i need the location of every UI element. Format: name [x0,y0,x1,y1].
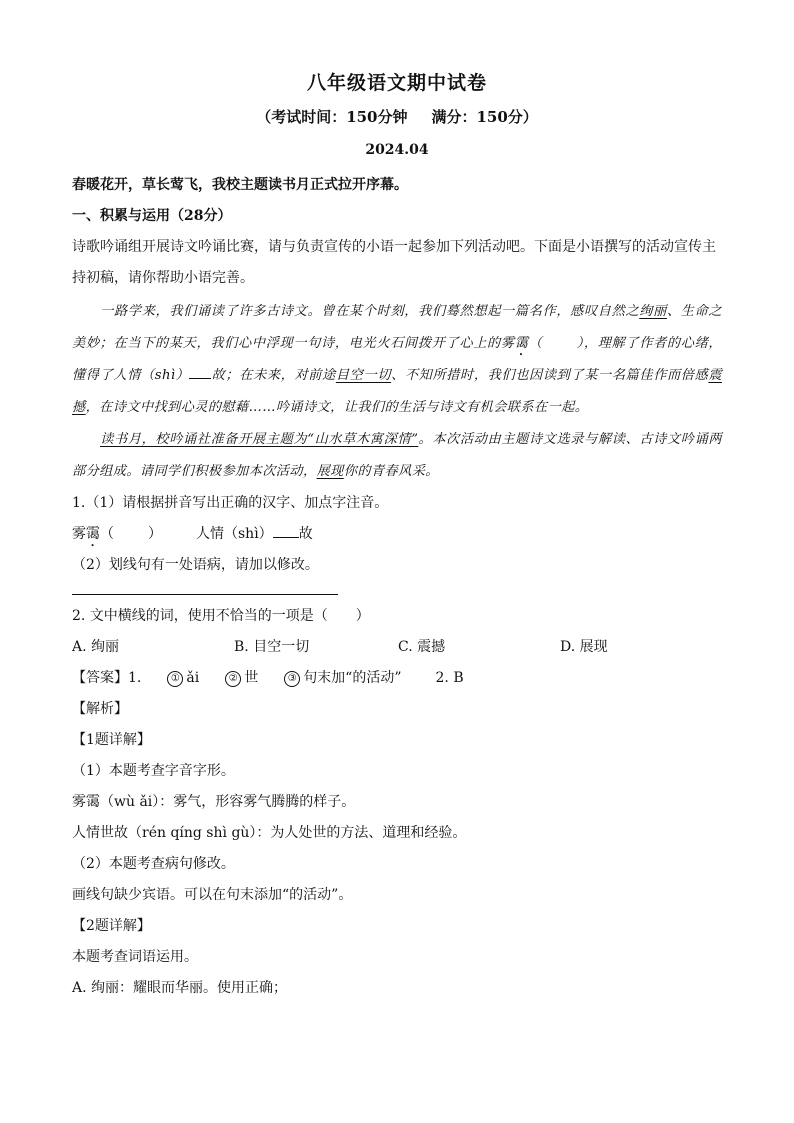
underlined-word-2: 目空一切 [335,368,392,383]
question-2-options [72,632,722,663]
analysis-q1-head: 【1题详解】 [72,732,151,748]
option-b: B. 目空一切 [234,639,310,655]
underlined-word-4: 展现 [316,464,344,479]
section-heading: 一、积累与运用（28分） [72,208,232,224]
reading-passage [72,296,722,488]
underlined-word-3: 震撼 [72,368,722,415]
analysis-line-6: 本题考查词语运用。 [72,949,198,965]
exam-title: 八年级语文期中试卷 [306,72,487,94]
analysis-q2-head: 【2题详解】 [72,918,151,934]
question-1-fill: 雾霭（ ） 人情（shì） 故 [72,519,722,550]
question-1-part-1: 1.（1）请根据拼音写出正确的汉字、加点字注音。 [72,495,389,511]
exam-time: （考试时间：150分钟 [256,108,408,126]
fill-blank-2 [273,523,299,538]
question-2-stem: 2. 文中横线的词，使用不恰当的一项是（ ） [72,608,370,624]
underlined-sentence: 读书月，校吟诵社准备开展主题为“山水草木寓深情” [100,432,419,447]
exam-info [0,106,794,127]
option-a: A. 绚丽 [72,639,120,655]
analysis-line-1: （1）本题考查字音字形。 [72,763,235,779]
underlined-word-1: 绚丽 [639,304,667,319]
answer-line: 【答案】1. ① ǎi ② 世 ③ 句末加“的活动” 2. B [72,670,464,686]
instruction-line-2: 持初稿，请你帮助小语完善。 [72,270,254,286]
analysis-line-7: A. 绚丽：耀眼而华丽。使用正确； [72,980,288,996]
instruction-line-1: 诗歌吟诵组开展诗文吟诵比赛，请与负责宣传的小语一起参加下列活动吧。下面是小语撰写的活动宣传主 [72,239,716,255]
analysis-line-2: 雾霭（wù ǎi）：雾气，形容雾气腾腾的样子。 [72,794,356,810]
intro-text: 春暖花开，草长莺飞，我校主题读书月正式拉开序幕。 [72,177,408,193]
passage-paragraph-2: 读书月，校吟诵社准备开展主题为“山水草木寓深情”。本次活动由主题诗文选录与解读、古诗文吟诵两部分组成。请同学们积极参加本次活动，展现你的青春风采。 [72,432,722,479]
exam-content [72,170,722,1004]
analysis-line-3: 人情世故（rén qíng shì gù）：为人处世的方法、道理和经验。 [72,825,467,841]
option-d: D. 展现 [560,639,608,655]
full-score: 满分：150分） [431,108,538,126]
dotted-char: 霭 [514,336,529,351]
analysis-line-5: 画线句缺少宾语。可以在句末添加“的活动”。 [72,887,353,903]
answer-label: 【答案】 [72,670,128,686]
analysis-line-4: （2）本题考查病句修改。 [72,856,235,872]
answer-writing-line [72,593,338,595]
option-c: C. 震撼 [398,639,446,655]
exam-date: 2024.04 [365,142,429,158]
analysis-label: 【解析】 [72,701,128,717]
passage-paragraph-1: 一路学来，我们诵读了许多古诗文。曾在某个时刻，我们蓦然想起一篇名作，感叹自然之绚丽、生命之美妙；在当下的某天，我们心中浮现一句诗，电光火石间拨开了心上的雾霭（ ），理解了作者的心绪，懂得了人情（shì） 故；在未来，对前途目空一切、不知所措时，我们也因读到了某一名篇佳作而倍感震撼，在诗文中找到心灵的慰藉……吟诵诗文，让我们的生活与诗文有机会联系在一起。 [72,304,722,415]
question-1-part-2: （2）划线句有一处语病，请加以修改。 [72,557,319,573]
fill-blank [189,364,211,379]
